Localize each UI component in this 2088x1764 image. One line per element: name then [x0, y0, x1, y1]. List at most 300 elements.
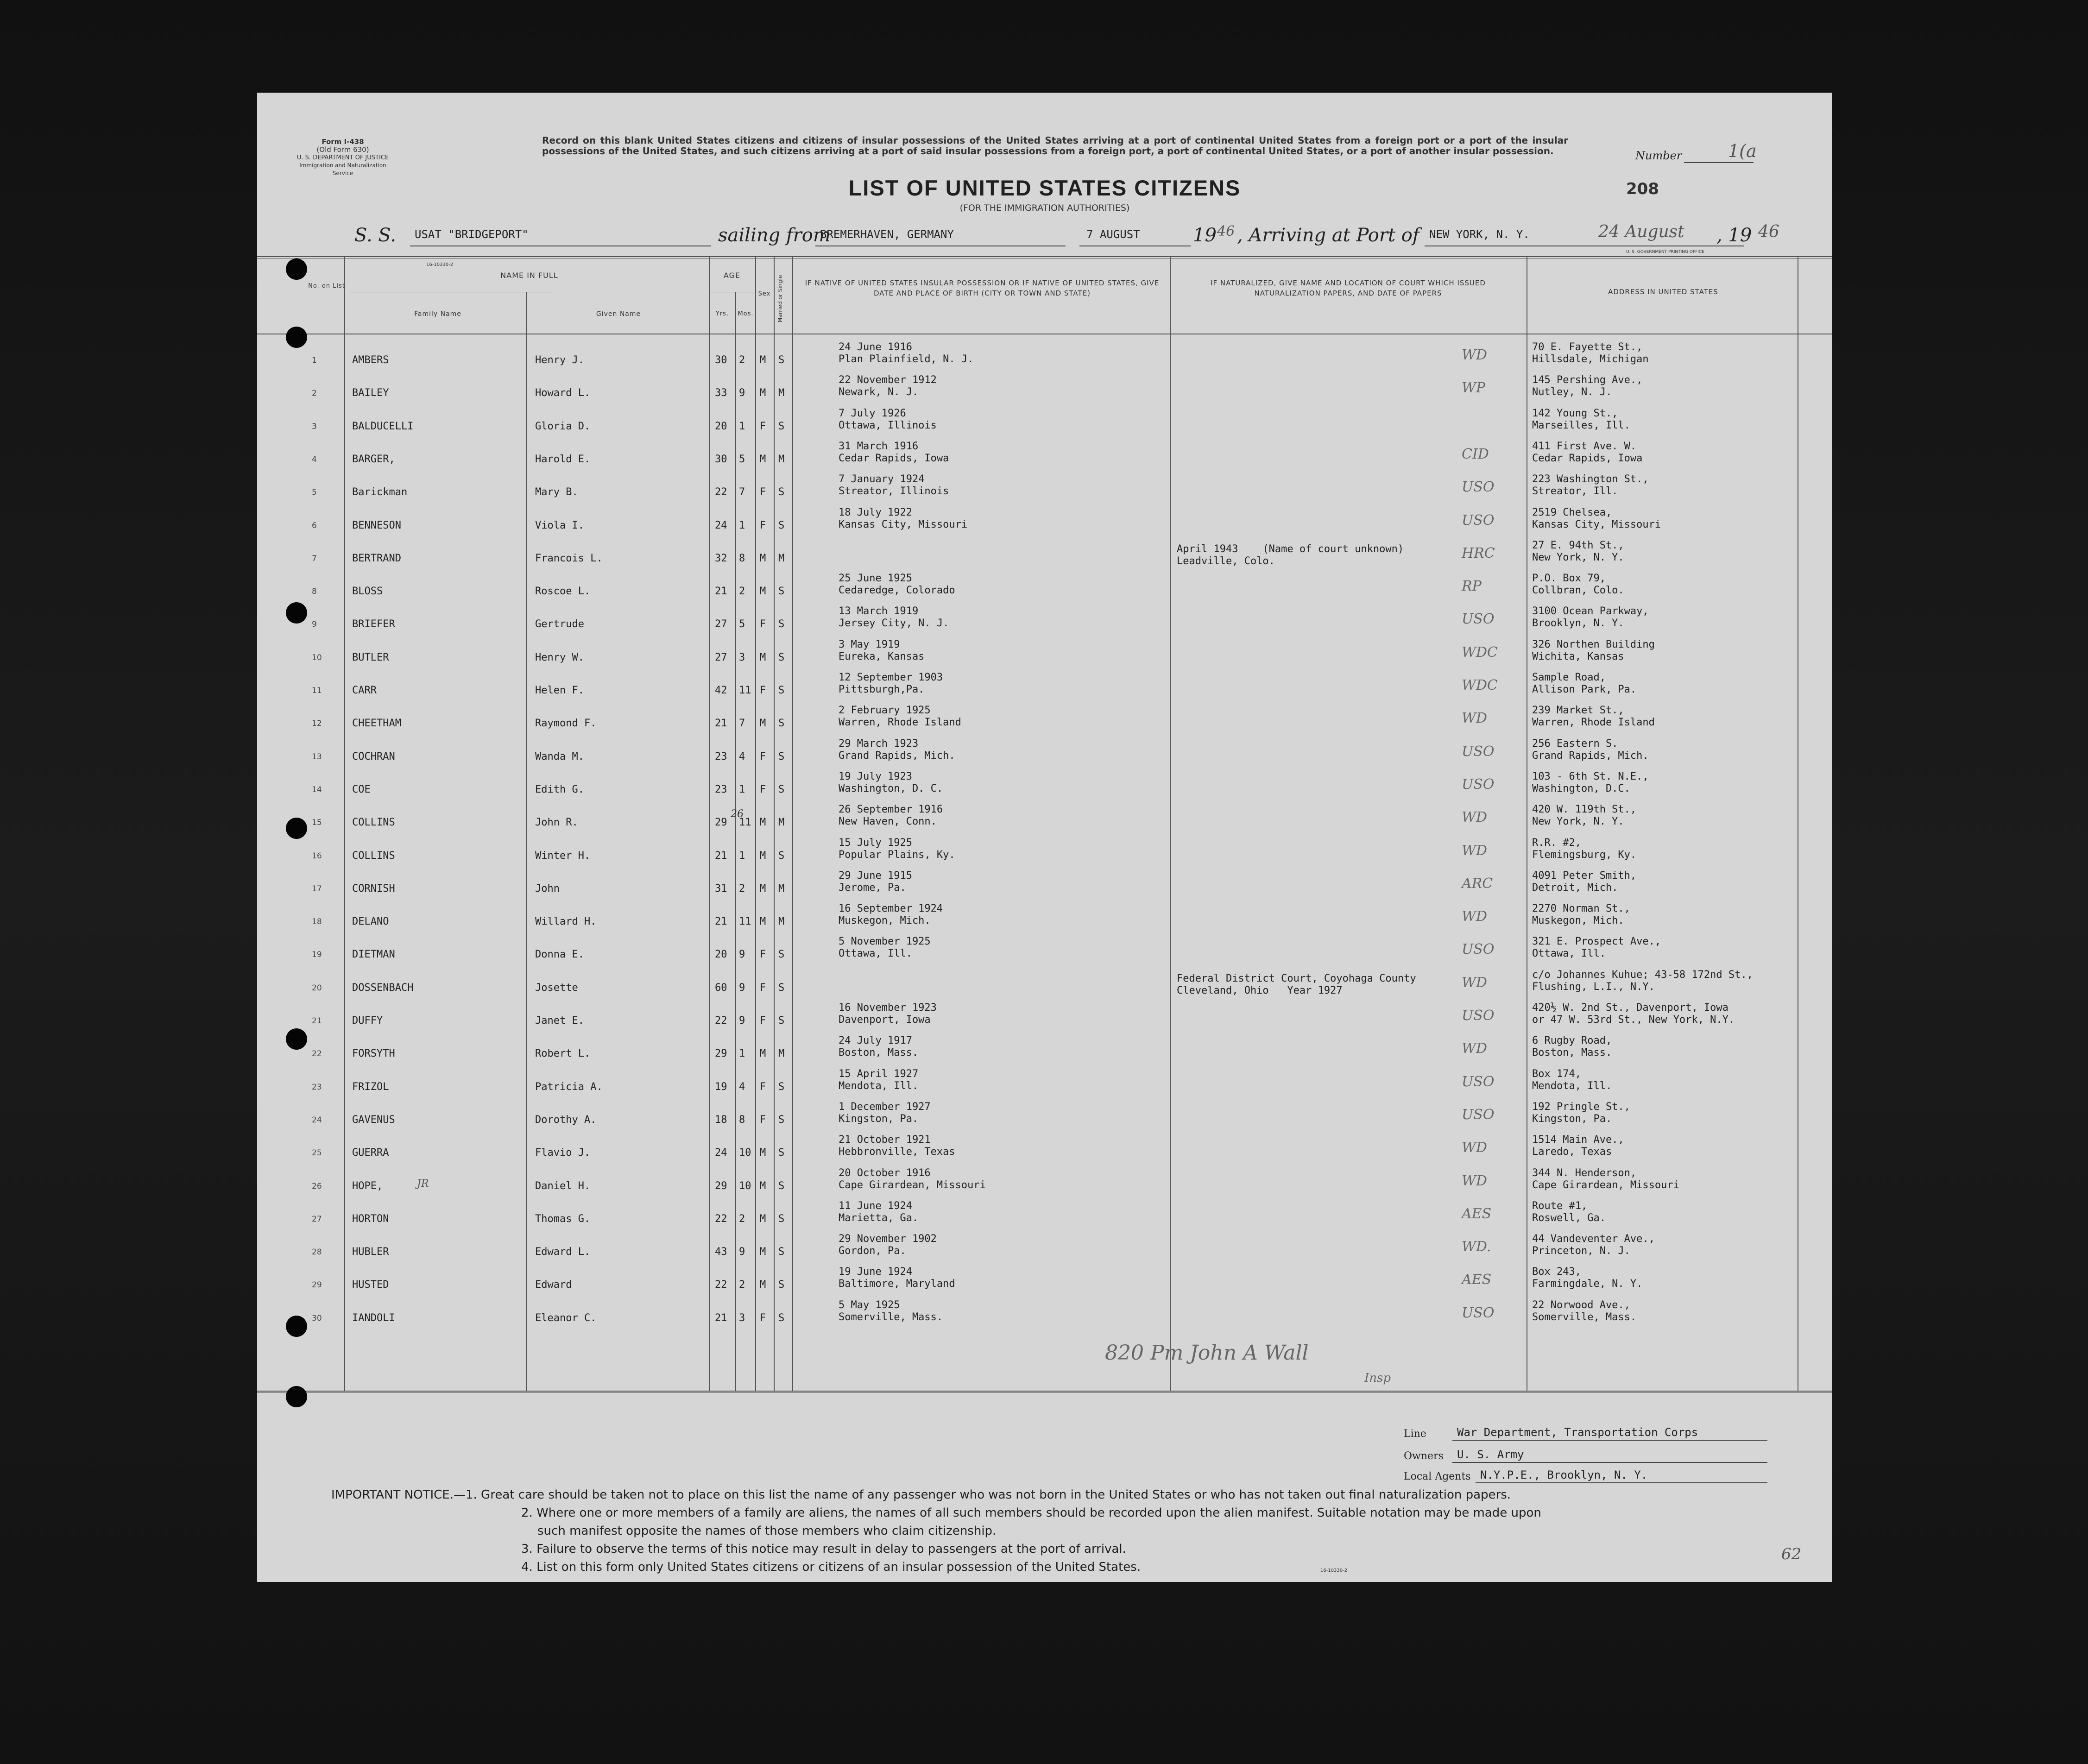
birth-date: 29 June 1915 — [839, 869, 912, 882]
address-line1: 420 W. 119th St., — [1532, 804, 1637, 816]
naturalization-line2: Cleveland, Ohio Year 1927 — [1177, 984, 1343, 996]
birth-place: Mendota, Ill. — [839, 1080, 919, 1092]
table-row — [257, 506, 1832, 539]
age-months: 2 — [739, 1213, 745, 1225]
table-row — [257, 472, 1832, 505]
family-name: BENNESON — [352, 519, 401, 531]
family-name: BUTLER — [352, 651, 389, 663]
family-name: AMBERS — [352, 354, 389, 366]
birth-date: 16 November 1923 — [839, 1002, 937, 1014]
address-line1: 239 Market St., — [1532, 705, 1624, 717]
row-number: 27 — [312, 1214, 322, 1224]
row-number: 6 — [312, 521, 317, 530]
birth-date: 12 September 1903 — [839, 672, 943, 683]
birth-place: New Haven, Conn. — [839, 816, 937, 828]
row-number: 1 — [312, 356, 317, 365]
row-number: 30 — [312, 1313, 322, 1323]
marital-status: M — [778, 817, 785, 829]
form-code-old: (Old Form 630) — [316, 145, 369, 154]
family-name: HORTON — [352, 1213, 389, 1225]
age-years: 23 — [715, 783, 727, 795]
marital-status: M — [778, 387, 785, 399]
row-number: 11 — [312, 686, 322, 695]
birth-place: Boston, Mass. — [839, 1047, 919, 1059]
birth-date: 29 November 1902 — [839, 1233, 937, 1245]
sex: M — [760, 1213, 766, 1225]
col-header-given: Given Name — [596, 310, 641, 318]
address-line2: Collbran, Colo. — [1532, 585, 1624, 597]
table-row — [257, 1265, 1832, 1298]
briefer-age-overwrite: 26 — [731, 808, 744, 820]
birth-date: 15 July 1925 — [839, 837, 912, 849]
address-line2: Allison Park, Pa. — [1532, 684, 1637, 695]
col-header-naturalized: IF NATURALIZED, GIVE NAME AND LOCATION OF COURT WHICH ISSUED NATURALIZATION PAPERS, AND DATE OF PAPERS — [1211, 279, 1486, 297]
punch-hole — [286, 1386, 307, 1407]
sex: F — [760, 486, 766, 498]
col-header-age: AGE — [723, 271, 741, 280]
address-line2: Kingston, Pa. — [1532, 1113, 1612, 1125]
inspector-initials: USO — [1462, 611, 1495, 628]
address-line2: New York, N. Y. — [1532, 816, 1624, 828]
given-name: Janet E. — [535, 1015, 584, 1027]
address-line1: 223 Washington St., — [1532, 473, 1649, 485]
col-header-family: Family Name — [414, 310, 461, 318]
table-row — [257, 1001, 1832, 1034]
birth-date: 1 December 1927 — [839, 1101, 931, 1113]
family-name: BLOSS — [352, 586, 383, 598]
birth-place: Popular Plains, Ky. — [839, 849, 955, 861]
marital-status: M — [778, 1048, 785, 1060]
address-line2: Detroit, Mich. — [1532, 882, 1618, 894]
sex: M — [760, 552, 766, 564]
family-name: CHEETHAM — [352, 718, 401, 730]
row-number: 24 — [312, 1115, 322, 1125]
table-row — [257, 373, 1832, 406]
naturalization-line1: Federal District Court, Coyohaga County — [1177, 972, 1416, 984]
sex: F — [760, 618, 766, 630]
record-notice: Record on this blank United States citizens and citizens of insular possessions of the United States arriving at a port of continental United States from a foreign port or a port of the insular possessions of the United States, and such citizens arriving at a port of said insular possessions from a foreign port, a port of continental United States, or a port of another insular possession. — [542, 135, 1568, 157]
given-name: John R. — [535, 817, 578, 829]
row-number: 17 — [312, 884, 322, 894]
notice-item-2a: 2. Where one or more members of a family are aliens, the names of all such members should be recorded upon the alien manifest. Suitable notation may be made upon — [521, 1506, 1541, 1520]
address-line1: Sample Road, — [1532, 672, 1606, 683]
birth-date: 5 November 1925 — [839, 936, 931, 948]
sex: M — [760, 916, 766, 928]
birth-place: Ottawa, Ill. — [839, 948, 912, 960]
birth-place: Gordon, Pa. — [839, 1245, 906, 1257]
inspector-initials: WD — [1462, 809, 1487, 826]
inspector-initials: WD — [1462, 908, 1487, 925]
age-months: 8 — [739, 1114, 745, 1126]
family-name: GUERRA — [352, 1147, 389, 1159]
age-months: 1 — [739, 783, 745, 795]
address-line2: Roswell, Ga. — [1532, 1212, 1606, 1224]
address-line2: Kansas City, Missouri — [1532, 518, 1661, 530]
age-months: 11 — [739, 817, 751, 829]
inspector-initials: USO — [1462, 1008, 1495, 1024]
family-name: DOSSENBACH — [352, 982, 414, 994]
table-row — [257, 671, 1832, 704]
age-years: 20 — [715, 949, 727, 961]
table-row — [257, 803, 1832, 836]
birth-date: 5 May 1925 — [839, 1299, 900, 1311]
row-number: 8 — [312, 587, 317, 597]
age-years: 22 — [715, 1279, 727, 1291]
sex: M — [760, 1147, 766, 1159]
address-line1: 44 Vandeventer Ave., — [1532, 1233, 1655, 1245]
inspector-initials: WD. — [1462, 1239, 1491, 1255]
age-years: 30 — [715, 453, 727, 465]
marital-status: S — [778, 1147, 785, 1159]
marital-status: S — [778, 486, 785, 498]
family-name: CARR — [352, 685, 377, 696]
given-name: Daniel H. — [535, 1180, 591, 1192]
passenger-list — [257, 340, 1832, 1387]
table-row — [257, 704, 1832, 737]
address-line1: 420½ W. 2nd St., Davenport, Iowa — [1532, 1002, 1728, 1014]
signature-sub: Insp — [1364, 1371, 1391, 1385]
age-years: 29 — [715, 1180, 727, 1192]
family-name: BALDUCELLI — [352, 420, 414, 432]
given-name: Dorothy A. — [535, 1114, 597, 1126]
birth-date: 20 October 1916 — [839, 1167, 931, 1179]
birth-date: 24 July 1917 — [839, 1035, 912, 1047]
notice-item-2b: such manifest opposite the names of those members who claim citizenship. — [537, 1524, 997, 1538]
ship-name: USAT "BRIDGEPORT" — [415, 228, 529, 241]
dept-name: U. S. DEPARTMENT OF JUSTICE — [296, 154, 389, 161]
table-row — [257, 737, 1832, 770]
table-row — [257, 638, 1832, 671]
given-name: Francois L. — [535, 552, 603, 564]
age-years: 20 — [715, 420, 727, 432]
age-months: 9 — [739, 387, 745, 399]
birth-date: 16 September 1924 — [839, 903, 943, 915]
birth-place: Kansas City, Missouri — [839, 518, 968, 530]
given-name: Thomas G. — [535, 1213, 591, 1225]
birth-date: 2 February 1925 — [839, 705, 931, 717]
sailing-from: BREMERHAVEN, GERMANY — [820, 228, 954, 241]
given-name: Henry J. — [535, 354, 584, 366]
marital-status: S — [778, 783, 785, 795]
punch-hole — [286, 327, 307, 348]
inspector-initials: USO — [1462, 743, 1495, 760]
address-line1: 326 Northen Building — [1532, 638, 1655, 650]
table-row — [257, 1298, 1832, 1331]
given-name: Henry W. — [535, 651, 584, 663]
table-top-border — [257, 256, 1832, 257]
birth-date: 22 November 1912 — [839, 374, 937, 386]
punch-hole — [286, 1316, 307, 1337]
number-value: 1(a — [1728, 141, 1757, 161]
address-line1: 411 First Ave. W. — [1532, 440, 1637, 452]
birth-place: Baltimore, Maryland — [839, 1278, 955, 1290]
address-line2: Ottawa, Ill. — [1532, 948, 1606, 960]
inspector-initials: WD — [1462, 710, 1487, 727]
given-name: Patricia A. — [535, 1081, 603, 1093]
sex: F — [760, 1312, 766, 1324]
row-number: 20 — [312, 983, 322, 993]
inspector-initials: WP — [1462, 380, 1486, 397]
marital-status: S — [778, 949, 785, 961]
table-row — [257, 1232, 1832, 1265]
age-months: 2 — [739, 882, 745, 895]
owners-value: U. S. Army — [1457, 1448, 1524, 1461]
marital-status: S — [778, 354, 785, 366]
row-number: 2 — [312, 389, 317, 398]
birth-place: Pittsburgh,Pa. — [839, 684, 925, 695]
naturalization-line1: April 1943 (Name of court unknown) — [1177, 543, 1404, 555]
sex: F — [760, 519, 766, 531]
age-months: 1 — [739, 850, 745, 862]
row-number: 4 — [312, 454, 317, 464]
family-name: HUSTED — [352, 1279, 389, 1291]
row-number: 12 — [312, 719, 322, 729]
inspector-initials: RP — [1462, 578, 1482, 595]
age-months: 2 — [739, 1279, 745, 1291]
table-row — [257, 902, 1832, 935]
birth-date: 26 September 1916 — [839, 804, 943, 816]
col-header-married: Married or Single — [777, 275, 783, 323]
given-name: Eleanor C. — [535, 1312, 597, 1324]
marital-status: S — [778, 1213, 785, 1225]
sail-year-prefix: 19 — [1193, 225, 1217, 246]
birth-place: Newark, N. J. — [839, 386, 919, 398]
age-years: 23 — [715, 750, 727, 762]
inspector-initials: USO — [1462, 1304, 1495, 1321]
birth-place: Streator, Illinois — [839, 485, 949, 498]
address-line2: Boston, Mass. — [1532, 1047, 1612, 1059]
age-months: 11 — [739, 916, 751, 928]
table-row — [257, 539, 1832, 572]
sex: M — [760, 817, 766, 829]
table-row — [257, 770, 1832, 803]
sex: M — [760, 1048, 766, 1060]
given-name: Willard H. — [535, 916, 597, 928]
age-years: 27 — [715, 618, 727, 630]
given-name: Donna E. — [535, 949, 584, 961]
given-name: Helen F. — [535, 685, 584, 696]
given-name: Winter H. — [535, 850, 591, 862]
punch-hole — [286, 258, 307, 280]
age-years: 21 — [715, 586, 727, 598]
table-row — [257, 935, 1832, 968]
sex: F — [760, 949, 766, 961]
marital-status: S — [778, 1114, 785, 1126]
age-months: 5 — [739, 453, 745, 465]
col-header-sex: Sex — [758, 290, 771, 297]
age-years: 42 — [715, 685, 727, 696]
notice-item-4: 4. List on this form only United States citizens or citizens of an insular possession of the United States. — [521, 1560, 1141, 1574]
marital-status: S — [778, 1312, 785, 1324]
birth-place: Jerome, Pa. — [839, 882, 906, 894]
given-name: Robert L. — [535, 1048, 591, 1060]
birth-place: Somerville, Mass. — [839, 1311, 943, 1323]
given-name: John — [535, 882, 560, 895]
given-name: Wanda M. — [535, 750, 584, 762]
line-label: Line — [1404, 1428, 1426, 1440]
marital-status: S — [778, 618, 785, 630]
age-years: 19 — [715, 1081, 727, 1093]
inspector-initials: AES — [1462, 1272, 1492, 1288]
birth-date: 7 January 1924 — [839, 473, 925, 485]
birth-place: Davenport, Iowa — [839, 1014, 931, 1026]
sex: M — [760, 850, 766, 862]
address-line2: Somerville, Mass. — [1532, 1311, 1637, 1323]
notice-heading: IMPORTANT NOTICE. — [331, 1488, 454, 1502]
marital-status: S — [778, 1081, 785, 1093]
sex: F — [760, 750, 766, 762]
birth-place: Cedar Rapids, Iowa — [839, 452, 949, 464]
sex: M — [760, 354, 766, 366]
row-number: 16 — [312, 851, 322, 861]
table-bottom-border — [257, 1391, 1832, 1392]
table-row — [257, 440, 1832, 472]
number-underline — [1684, 162, 1754, 163]
table-row — [257, 1166, 1832, 1199]
row-number: 25 — [312, 1148, 322, 1158]
line-underline — [1452, 1440, 1767, 1441]
form-number-small: 16-10330-2 — [426, 262, 454, 267]
owners-underline — [1452, 1462, 1767, 1463]
sex: F — [760, 685, 766, 696]
family-name: HUBLER — [352, 1246, 389, 1258]
marital-status: M — [778, 552, 785, 564]
address-line2: Hillsdale, Michigan — [1532, 353, 1649, 365]
table-row — [257, 1034, 1832, 1067]
age-years: 32 — [715, 552, 727, 564]
inspector-initials: AES — [1462, 1205, 1492, 1222]
family-name: BERTRAND — [352, 552, 401, 564]
punch-hole — [286, 602, 307, 624]
inspector-initials: USO — [1462, 941, 1495, 958]
birth-place: Eureka, Kansas — [839, 650, 925, 662]
sex: F — [760, 783, 766, 795]
age-years: 21 — [715, 718, 727, 730]
family-name: IANDOLI — [352, 1312, 395, 1324]
age-years: 22 — [715, 1213, 727, 1225]
arriving-label: , Arriving at Port of — [1237, 225, 1419, 246]
corner-mark: 62 — [1781, 1545, 1802, 1563]
table-row — [257, 1067, 1832, 1100]
given-name: Harold E. — [535, 453, 591, 465]
inspector-initials: WD — [1462, 1040, 1487, 1057]
address-line2: Cape Girardean, Missouri — [1532, 1179, 1679, 1191]
age-years: 22 — [715, 1015, 727, 1027]
family-name: FRIZOL — [352, 1081, 389, 1093]
marital-status: S — [778, 685, 785, 696]
family-name: COLLINS — [352, 850, 395, 862]
family-name: BARGER, — [352, 453, 395, 465]
address-line1: 256 Eastern S. — [1532, 737, 1618, 750]
family-name: COE — [352, 783, 371, 795]
row-number: 19 — [312, 950, 322, 960]
birth-place: Warren, Rhode Island — [839, 717, 961, 729]
address-line2: Grand Rapids, Mich. — [1532, 750, 1649, 762]
address-line1: 2270 Norman St., — [1532, 903, 1630, 915]
row-number: 22 — [312, 1049, 322, 1059]
age-months: 9 — [739, 949, 745, 961]
inspector-initials: WD — [1462, 974, 1487, 991]
marital-status: S — [778, 586, 785, 598]
agents-underline — [1476, 1482, 1767, 1483]
address-line1: Route #1, — [1532, 1200, 1588, 1212]
address-line2: Muskegon, Mich. — [1532, 915, 1624, 927]
family-name: DELANO — [352, 916, 389, 928]
given-name: Mary B. — [535, 486, 578, 498]
family-name: BAILEY — [352, 387, 389, 399]
age-months: 8 — [739, 552, 745, 564]
inspector-initials: USO — [1462, 479, 1495, 496]
sex: M — [760, 651, 766, 663]
birth-place: Kingston, Pa. — [839, 1113, 919, 1125]
sex: F — [760, 420, 766, 432]
address-line1: 6 Rugby Road, — [1532, 1035, 1612, 1047]
birth-place: Hebbronville, Texas — [839, 1146, 955, 1158]
birth-date: 25 June 1925 — [839, 573, 912, 585]
signature-note: 820 Pm John A Wall — [1105, 1341, 1309, 1365]
marital-status: S — [778, 1246, 785, 1258]
marital-status: S — [778, 651, 785, 663]
sex: M — [760, 586, 766, 598]
sex: F — [760, 1015, 766, 1027]
row-number: 18 — [312, 917, 322, 927]
row-number: 26 — [312, 1181, 322, 1191]
row-number: 13 — [312, 752, 322, 762]
address-line1: R.R. #2, — [1532, 837, 1581, 849]
col-header-yrs: Yrs. — [715, 310, 729, 317]
age-months: 9 — [739, 982, 745, 994]
age-years: 24 — [715, 1147, 727, 1159]
family-name: Barickman — [352, 486, 408, 498]
address-line1: c/o Johannes Kuhue; 43-58 172nd St., — [1532, 969, 1753, 981]
given-name: Gloria D. — [535, 420, 591, 432]
table-row — [257, 1199, 1832, 1232]
agents-value: N.Y.P.E., Brooklyn, N. Y. — [1480, 1468, 1648, 1481]
inspector-initials: ARC — [1462, 875, 1493, 892]
birth-place: Jersey City, N. J. — [839, 617, 949, 630]
table-row — [257, 340, 1832, 373]
table-row — [257, 968, 1832, 1001]
birth-date: 19 July 1923 — [839, 770, 912, 782]
col-header-birth: IF NATIVE OF UNITED STATES INSULAR POSSESSION OR IF NATIVE OF UNITED STATES, GIVE DATE AND PLACE OF BIRTH (CITY OR TOWN AND STATE) — [805, 279, 1160, 297]
sail-date: 7 AUGUST — [1086, 228, 1140, 241]
family-name: HOPE, — [352, 1180, 383, 1192]
birth-date: 11 June 1924 — [839, 1200, 912, 1212]
inspector-initials: USO — [1462, 1106, 1495, 1123]
address-line1: 142 Young St., — [1532, 407, 1618, 419]
row-number: 21 — [312, 1016, 322, 1026]
service-name: Immigration and Naturalization Service — [299, 162, 386, 176]
birth-place: Cedaredge, Colorado — [839, 585, 955, 597]
age-months: 7 — [739, 486, 745, 498]
table-row — [257, 1100, 1832, 1133]
inspector-initials: WD — [1462, 1140, 1487, 1156]
form-title: LIST OF UNITED STATES CITIZENS — [848, 176, 1241, 200]
form-subtitle: (FOR THE IMMIGRATION AUTHORITIES) — [959, 203, 1130, 213]
birth-date: 31 March 1916 — [839, 440, 919, 452]
table-row — [257, 836, 1832, 869]
age-months: 2 — [739, 354, 745, 366]
sex: F — [760, 1081, 766, 1093]
marital-status: S — [778, 750, 785, 762]
address-line2: Wichita, Kansas — [1532, 650, 1624, 662]
address-line2: Princeton, N. J. — [1532, 1245, 1630, 1257]
address-line2: Streator, Ill. — [1532, 485, 1618, 498]
address-line2: or 47 W. 53rd St., New York, N.Y. — [1532, 1014, 1735, 1026]
inspector-initials: WD — [1462, 842, 1487, 859]
age-months: 11 — [739, 685, 751, 696]
given-name: Gertrude — [535, 618, 584, 630]
